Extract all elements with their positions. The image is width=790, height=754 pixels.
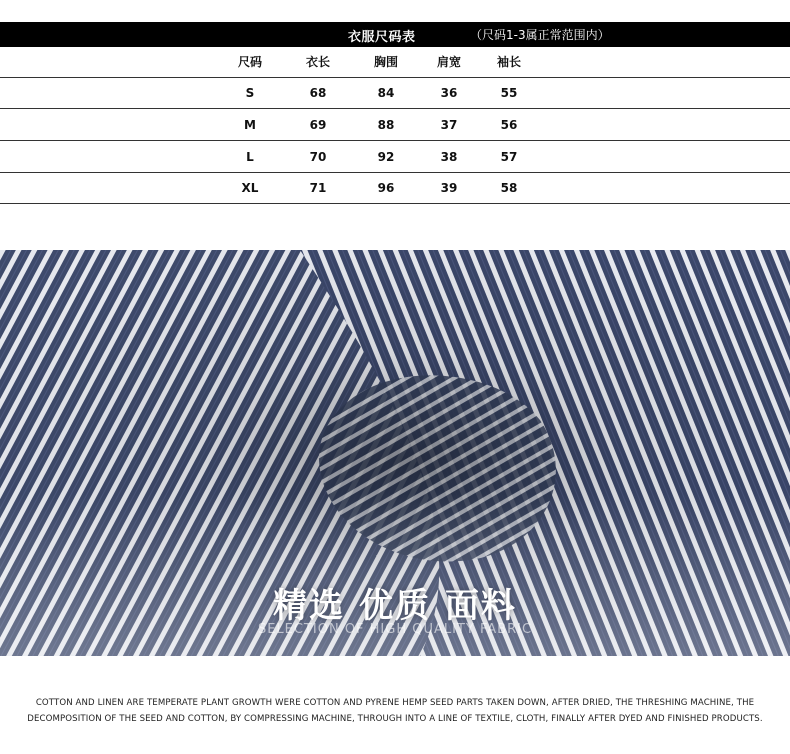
table-cell: L [246,150,254,164]
table-cell: 56 [500,118,518,132]
table-cell: 84 [377,86,395,100]
description-line: COTTON AND LINEN ARE TEMPERATE PLANT GROWTH WERE COTTON AND PYRENE HEMP SEED PARTS TAKEN DOWN, AFTER DRIED, THE THRESHING MACHINE, THE [35,698,755,708]
table-cell: XL [241,181,259,195]
header-cell: 袖长 [496,55,521,69]
table-row [0,78,790,109]
table-cell: 68 [309,86,327,100]
table-cell: 38 [440,150,458,164]
table-row [0,173,790,204]
table-cell: S [245,86,255,100]
description-line: DECOMPOSITION OF THE SEED AND COTTON, BY COMPRESSING MACHINE, THROUGH INTO A LINE OF TEXTILE, CLOTH, FINALLY AFTER DYED AND FINISHED PRODUCTS. [27,714,763,724]
table-cell: 96 [377,181,395,195]
size-chart-header [0,22,790,47]
table-cell: 92 [377,150,395,164]
table-cell: 58 [500,181,518,195]
table-cell: 88 [377,118,395,132]
fabric-headline: 精选 优质 面料 [273,586,517,626]
table-cell: 71 [309,181,327,195]
table-cell: 55 [500,86,518,100]
table-cell: 37 [440,118,458,132]
fabric-description [20,695,770,727]
table-cell: 39 [440,181,458,195]
table-cell: 57 [500,150,518,164]
size-chart-header-row [0,47,790,78]
header-cell: 尺码 [237,55,262,69]
header-cell: 肩宽 [436,55,461,69]
fabric-subtitle: SELECTION OF HIGH QUALITY FABRIC [257,622,533,637]
table-cell: 69 [309,118,327,132]
table-cell: M [244,118,256,132]
header-cell: 胸围 [373,55,398,69]
striped-fabric-photo [0,250,790,656]
table-cell: 36 [440,86,458,100]
size-chart-note: （尺码1-3属正常范围内） [470,28,610,42]
header-cell: 衣长 [305,55,330,69]
table-cell: 70 [309,150,327,164]
table-row [0,110,790,141]
size-chart-title: 衣服尺码表 [348,30,416,45]
table-row [0,142,790,173]
